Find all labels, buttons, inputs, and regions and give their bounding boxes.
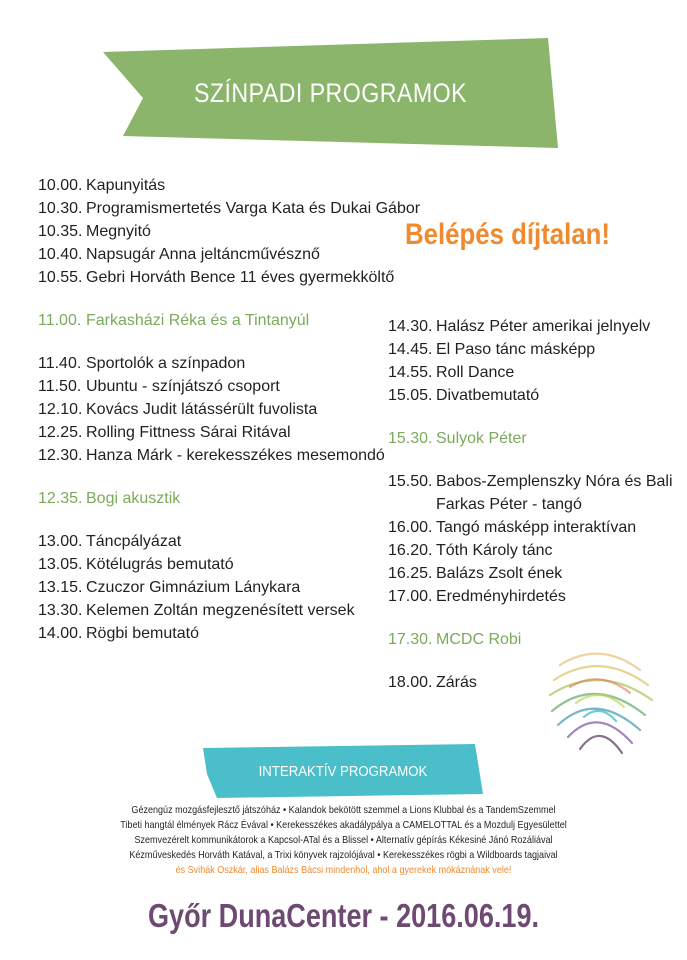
program-line: Kézműveskedés Horváth Katával, a Trixi könyvek rajzolójával • Kerekesszékes rögbi a Wildboards tagjaival [129,849,558,861]
schedule-row: 17.00. Eredményhirdetés [388,588,566,605]
schedule-row-highlight: 15.30. Sulyok Péter [388,430,527,447]
schedule-row: 18.00. Zárás [388,674,477,691]
schedule-row: 10.00. Kapunyitás [38,177,166,194]
program-line: Tibeti hangtál élmények Rácz Évával • Kerekesszékes akadálypálya a CAMELOTTAL és a Mozdulj Egyesülettel [120,819,567,831]
schedule-row: 10.55. Gebri Horváth Bence 11 éves gyermekköltő [38,269,395,286]
schedule-row: 14.30. Halász Péter amerikai jelnyelv [388,318,651,335]
schedule-row: 16.25. Balázs Zsolt ének [388,565,563,582]
schedule-row: 14.55. Roll Dance [388,364,515,381]
schedule-row: 13.15. Czuczor Gimnázium Lánykara [38,579,301,596]
interactive-title: INTERAKTÍV PROGRAMOK [258,762,428,780]
schedule-row-highlight: 11.00. Farkasházi Réka és a Tintanyúl [38,312,310,329]
schedule-row: 10.40. Napsugár Anna jeltáncművésznő [38,246,320,263]
schedule-row: 10.35. Megnyitó [38,223,151,240]
schedule-row: 14.00. Rögbi bemutató [38,625,199,642]
schedule-row: 10.30. Programismertetés Varga Kata és Dukai Gábor [38,200,421,217]
schedule-row: 12.30. Hanza Márk - kerekesszékes mesemondó [38,447,385,464]
schedule-row: Farkas Péter - tangó [436,496,582,513]
interactive-program-list [0,803,687,878]
schedule-row: 15.05. Divatbemutató [388,387,540,404]
interactive-banner [203,744,483,798]
schedule-row: 16.00. Tangó másképp interaktívan [388,519,637,536]
event-location-date: Győr DunaCenter - 2016.06.19. [147,897,540,934]
program-line: Gézengúz mozgásfejlesztő játszóház • Kalandok bekötött szemmel a Lions Klubbal és a TandemSzemmel [131,804,556,816]
schedule-row: 15.50. Babos-Zemplenszky Nóra és Bali [388,473,673,490]
page-title: SZÍNPADI PROGRAMOK [193,77,468,108]
schedule-row: 14.45. El Paso tánc másképp [388,341,596,358]
schedule-row: 16.20. Tóth Károly tánc [388,542,553,559]
schedule-left [38,174,420,645]
free-entry-note: Belépés díjtalan! [405,218,611,251]
title-banner [103,38,558,148]
schedule-right [388,315,673,694]
schedule-row: 13.05. Kötélugrás bemutató [38,556,234,573]
schedule-row: 11.50. Ubuntu - színjátszó csoport [38,378,280,395]
schedule-row: 11.40. Sportolók a színpadon [38,355,246,372]
schedule-row: 13.30. Kelemen Zoltán megzenésített versek [38,602,355,619]
program-highlight-line: és Svihák Oszkár, alias Balázs Bácsi mindenhol, ahol a gyerekek mókáznának vele! [175,864,512,876]
program-line: Szemvezérelt kommunikátorok a Kapcsol-ATal és a Blissel • Alternatív gépírás Kékesiné Jánó Rozáliával [134,834,553,846]
schedule-row: 13.00. Táncpályázat [38,533,182,550]
schedule-row: 12.25. Rolling Fittness Sárai Ritával [38,424,291,441]
schedule-row-highlight: 12.35. Bogi akusztik [38,490,181,507]
fingerprint-icon [540,645,660,760]
schedule-row: 12.10. Kovács Judit látássérült fuvolista [38,401,318,418]
schedule-row-highlight: 17.30. MCDC Robi [388,631,522,648]
